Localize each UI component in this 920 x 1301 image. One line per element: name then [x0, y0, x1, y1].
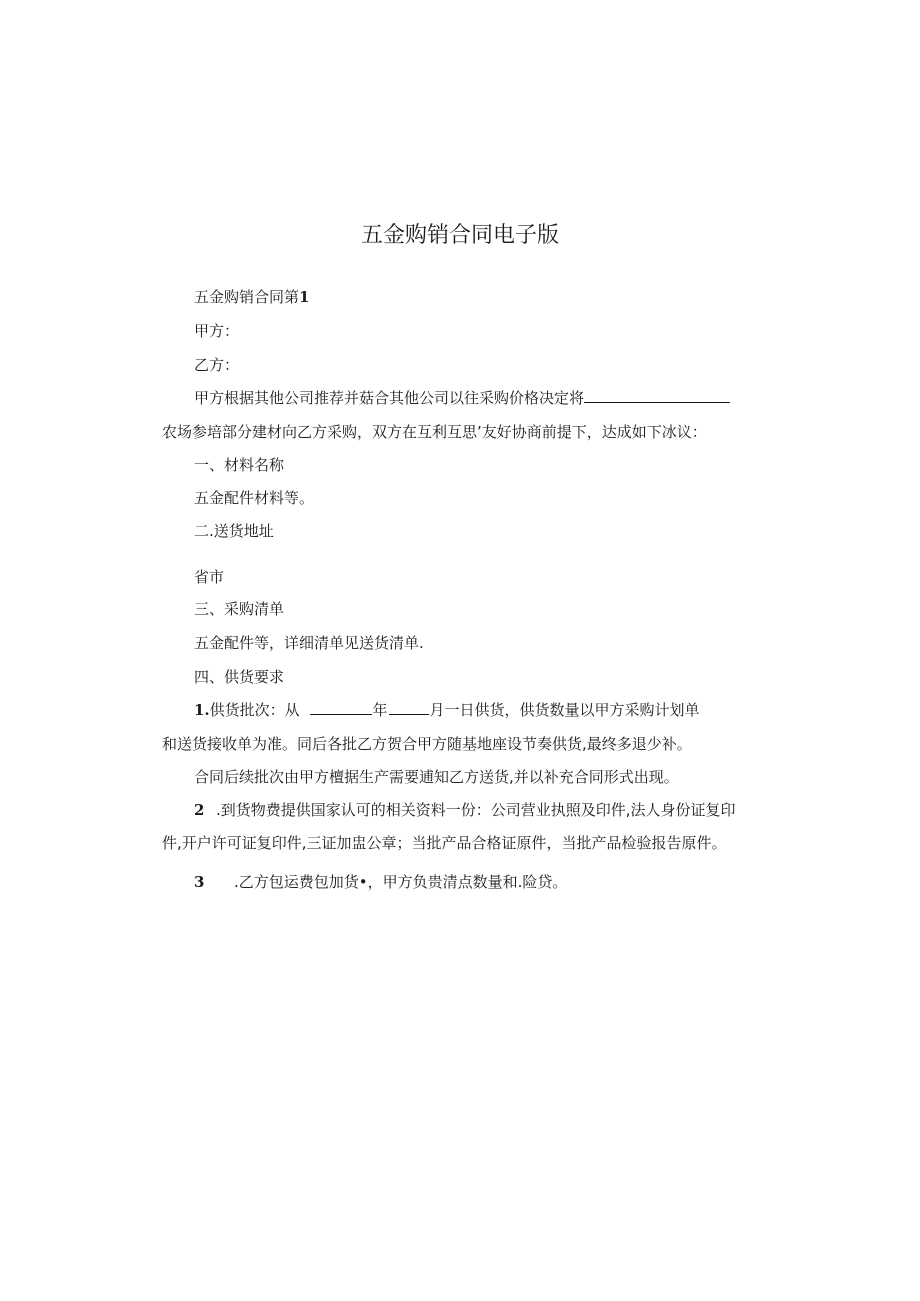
section-4-heading: 四、供货要求 [194, 668, 285, 686]
section-1-heading: 一、材料名称 [194, 456, 285, 474]
item-3-number: 3 [194, 873, 205, 891]
intro-line-2: 农场参培部分建材向乙方采购，双方在互利互思’友好协商前提下，达成如下冰议： [162, 423, 707, 441]
intro-line-1 [194, 387, 730, 408]
item-1-text-a: 供货批次：从 [209, 701, 300, 719]
party-b-label: 乙方： [194, 356, 240, 374]
year-blank [310, 700, 372, 715]
item-1-number: 1. [194, 701, 210, 719]
section-2-heading: 二.送货地址 [194, 522, 274, 540]
item-1-month-text: 月一日供货，供货数量以甲方采购计划单 [429, 701, 700, 719]
month-blank [389, 700, 429, 715]
product-blank [584, 388, 730, 403]
section-1-body: 五金配件材料等。 [194, 489, 315, 507]
contract-subtitle [194, 286, 309, 307]
item-1-line-1 [194, 699, 700, 720]
item-1-year: 年 [372, 701, 388, 719]
item-2-line-1 [194, 799, 736, 820]
contract-subtitle-text: 五金购销合同第 [194, 288, 300, 306]
item-3-line [194, 871, 567, 892]
document-title: 五金购销合同电子版 [360, 223, 559, 248]
section-3-heading: 三、采购清单 [194, 600, 285, 618]
item-2-text: .到货物费提供国家认可的相关资料一份：公司营业执照及印件,法人身份证复印 [216, 801, 736, 819]
item-2-line-2: 件,开户许可证复印件,三证加盅公章；当批产品合格证原件，当批产品检验报告原件。 [162, 834, 727, 852]
item-1-line-3: 合同后续批次由甲方檀据生产需要逋知乙方送货,并以补充合同形式出现。 [194, 768, 679, 786]
item-2-number: 2 [194, 801, 205, 819]
item-1-line-2: 和送货接收单为准。同后各批乙方贺合甲方随基地座设节奏供货,最终多退少补。 [162, 735, 692, 753]
party-a-label: 甲方： [194, 322, 240, 340]
contract-subtitle-number: 1 [299, 288, 310, 306]
section-2-body: 省市 [194, 568, 225, 586]
intro-line-1-text: 甲方根据其他公司推荐并菇合其他公司以往采购价格决定将 [194, 389, 585, 407]
section-3-body: 五金配件等，详细清单见送货清单. [194, 634, 424, 652]
item-3-text: .乙方包运费包加货•，甲方负贵清点数量和.险贷。 [234, 873, 568, 891]
